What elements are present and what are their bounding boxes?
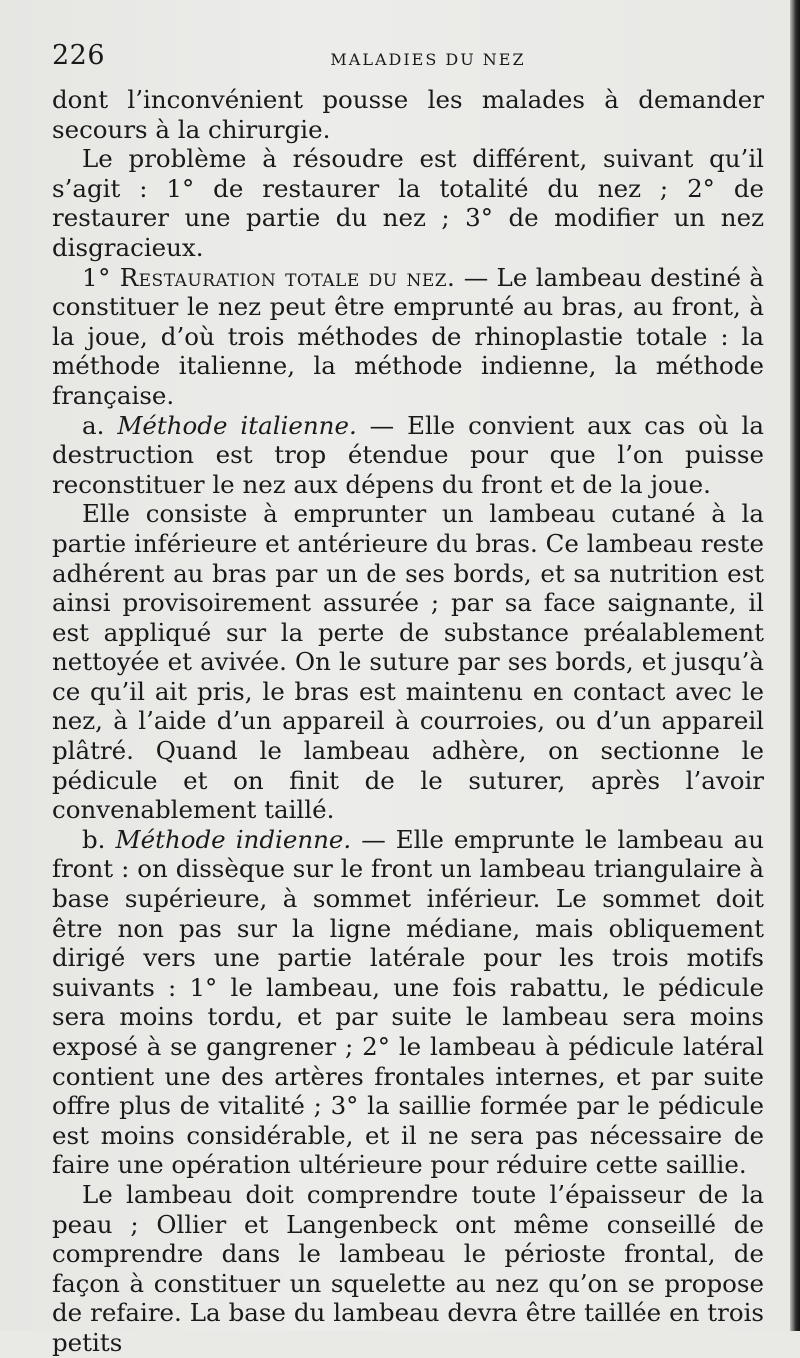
paragraph-total-restoration [52, 263, 764, 411]
running-head [52, 40, 764, 74]
indian-method-text: — Elle emprunte le lambeau au front : on dissèque sur le front un lambeau triangulaire à base supérieure, à sommet inférieur. Le sommet doit être non pas sur la ligne médiane, mais obliquement dirigé vers une partie latérale pour les trois motifs suivants : 1° le lambeau, une fois rabattu, le pédicule sera moins tordu, et par suite le lambeau sera moins exposé à se gangrener ; 2° le lambeau à pédicule latéral contient une des artères frontales internes, et par suite offre plus de vitalité ; 3° la saillie formée par le pédicule est moins considérable, et il ne sera pas nécessaire de faire une opération ultérieure pour réduire cette saillie. [52, 824, 764, 1180]
total-restoration-text: — Le lambeau destiné à constituer le nez peut être emprunté au bras, au front, à la joue, d’où trois méthodes de rhinoplastie totale : la méthode italienne, la méthode indienne, la méthode française. [52, 262, 764, 410]
paragraph-continuation: dont l’inconvénient pousse les malades à demander secours à la chirurgie. [52, 85, 764, 144]
italian-method-heading: Méthode italienne. [117, 410, 357, 440]
paragraph-problem: Le problème à résoudre est différent, suivant qu’il s’agit : 1° de restaurer la totalité du nez ; 2° de restaurer une partie du nez ; 3° de modifier un nez disgracieux. [52, 144, 764, 262]
page-number: 226 [52, 40, 106, 71]
paragraph-italian-procedure: Elle consiste à emprunter un lambeau cutané à la partie inférieure et antérieure du bras. Ce lambeau reste adhérent au bras par un de ses bords, et sa nutrition est ainsi provisoirement assurée ; par sa face saignante, il est appliqué sur la perte de substance préalablement nettoyée et avivée. On le suture par ses bords, et jusqu’à ce qu’il ait pris, le bras est maintenu en contact avec le nez, à l’aide d’un appareil à courroies, ou d’un appareil plâtré. Quand le lambeau adhère, on sectionne le pédicule et on finit de le suturer, après l’avoir convenablement taillé. [52, 499, 764, 825]
italian-method-label: a. [82, 410, 118, 440]
page-edge-shadow [790, 0, 800, 1331]
indian-method-heading: Méthode indienne. [115, 824, 352, 854]
body-text [52, 85, 764, 1358]
italian-method-text: — Elle convient aux cas où la destruction est trop étendue pour que l’on puisse reconstituer le nez aux dépens du front et de la joue. [52, 410, 765, 499]
indian-method-label: b. [82, 824, 116, 854]
paragraph-indian-method [52, 825, 764, 1180]
paragraph-flap-thickness: Le lambeau doit comprendre toute l’épaisseur de la peau ; Ollier et Langenbeck ont même conseillé de comprendre dans le lambeau le périoste frontal, de façon à constituer un squelette au nez qu’on se propose de refaire. La base du lambeau devra être taillée en trois petits [52, 1179, 764, 1357]
paragraph-italian-method [52, 411, 764, 500]
running-title: MALADIES DU NEZ [330, 50, 526, 69]
section-heading-total-restoration: 1° Restauration totale du nez. [82, 262, 456, 292]
